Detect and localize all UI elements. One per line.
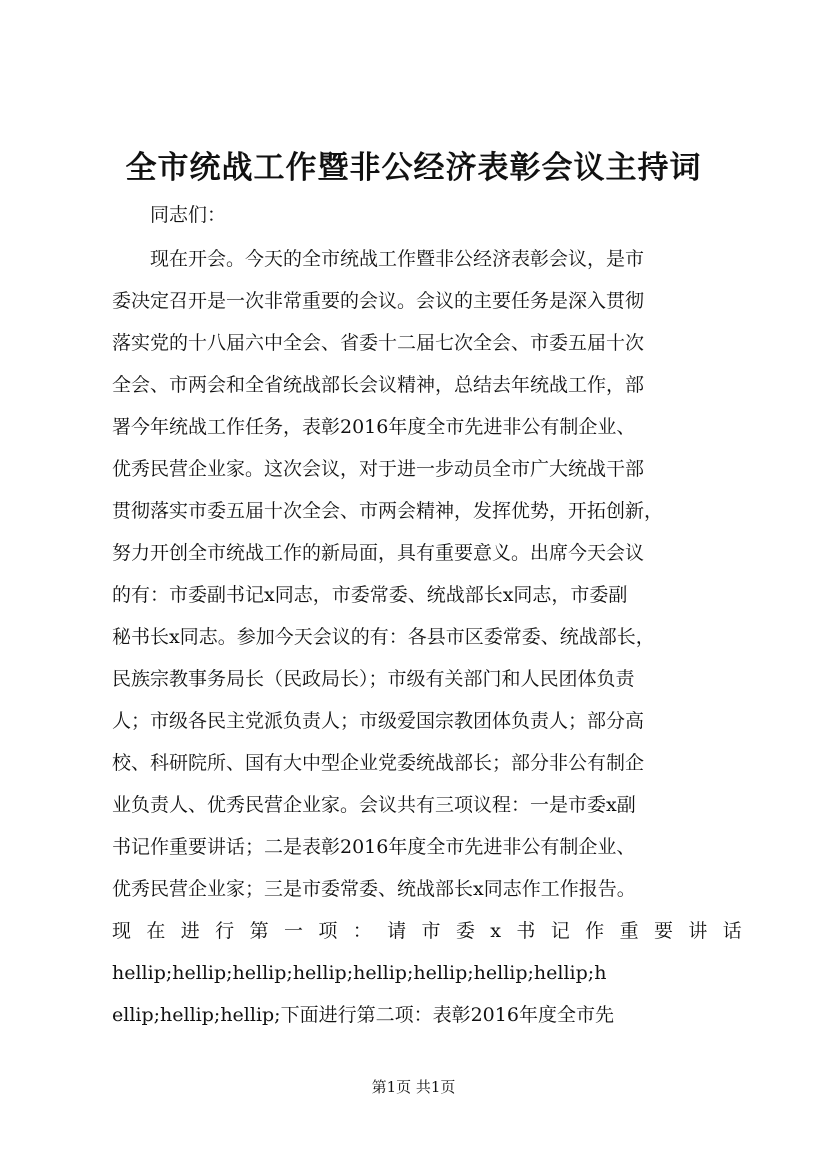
page-footer: 第1页 共1页 [371,1078,456,1096]
body-line: 努力开创全市统战工作的新局面，具有重要意义。出席今天会议 [112,542,645,564]
body-line: 现 在 进 行 第 一 项 ： 请 市 委 x 书 记 作 重 要 讲 话 [112,920,742,942]
body-line: 的有：市委副书记x同志，市委常委、统战部长x同志，市委副 [112,584,628,606]
body-line: 现在开会。今天的全市统战工作暨非公经济表彰会议，是市 [150,248,645,270]
body-line: 委决定召开是一次非常重要的会议。会议的主要任务是深入贯彻 [112,290,645,312]
body-line: 校、科研院所、国有大中型企业党委统战部长；部分非公有制企 [112,752,645,774]
body-line: 民族宗教事务局长（民政局长）；市级有关部门和人民团体负责 [112,668,635,690]
body-line: 业负责人、优秀民营企业家。会议共有三项议程：一是市委x副 [112,794,636,816]
body-line: 贯彻落实市委五届十次全会、市两会精神，发挥优势，开拓创新， [112,500,664,522]
salutation: 同志们： [150,204,227,226]
body-line: 书记作重要讲话；二是表彰2016年度全市先进非公有制企业、 [112,836,636,858]
body-line: 优秀民营企业家；三是市委常委、统战部长x同志作工作报告。 [112,878,636,900]
document-body [112,238,742,1036]
body-line: 落实党的十八届六中全会、省委十二届七次全会、市委五届十次 [112,332,645,354]
body-line: 署今年统战工作任务，表彰2016年度全市先进非公有制企业、 [112,416,636,438]
body-line: ellip;hellip;hellip;下面进行第二项：表彰2016年度全市先 [112,1004,614,1026]
document-title: 全市统战工作暨非公经济表彰会议主持词 [125,150,702,186]
body-line: 人；市级各民主党派负责人；市级爱国宗教团体负责人；部分高 [112,710,645,732]
body-line: 优秀民营企业家。这次会议，对于进一步动员全市广大统战干部 [112,458,645,480]
body-line: 秘书长x同志。参加今天会议的有：各县市区委常委、统战部长， [112,626,655,648]
body-line: 全会、市两会和全省统战部长会议精神，总结去年统战工作，部 [112,374,645,396]
body-line: hellip;hellip;hellip;hellip;hellip;hellip;hellip;hellip;h [112,962,607,984]
